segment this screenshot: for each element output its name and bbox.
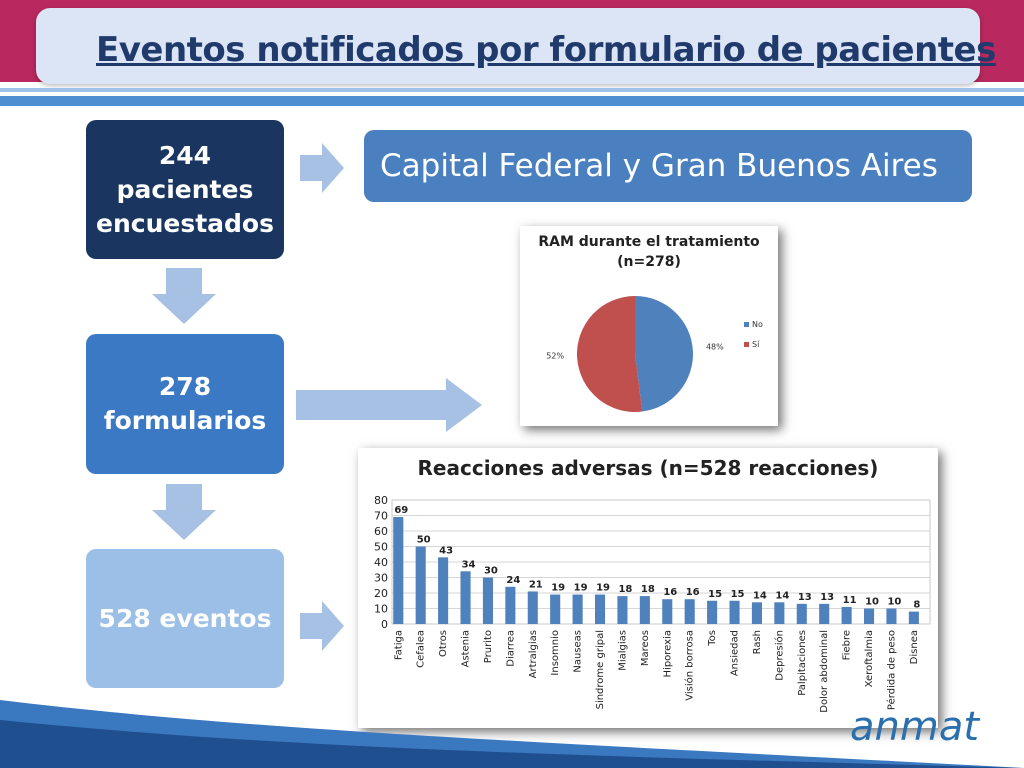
x-tick-label: Ansiedad (729, 630, 741, 677)
bar (819, 604, 829, 624)
bar (752, 602, 762, 624)
bar (528, 591, 538, 624)
bar (886, 609, 896, 625)
bar (550, 595, 560, 624)
box-patients (86, 120, 284, 259)
y-tick-label: 80 (374, 494, 388, 507)
x-tick-label: Artralgias (527, 630, 539, 679)
pie-slice-1 (577, 296, 642, 412)
anmat-logo: anmat (850, 704, 980, 750)
page-title: Eventos notificados por formulario de pacientes (96, 30, 996, 70)
bar-chart (358, 448, 938, 728)
bar-value-label: 18 (640, 584, 655, 596)
x-tick-label: Palpitaciones (796, 630, 808, 696)
x-tick-label: Sindrome gripal (595, 630, 607, 710)
box-patients-label: 244 pacientes encuestados (96, 140, 274, 238)
title-box (36, 8, 996, 84)
x-tick-label: Dolor abdominal (819, 630, 831, 713)
header-stripe-light (0, 88, 1024, 92)
x-tick-label: Depresión (774, 630, 786, 681)
x-tick-label: Visión borrosa (684, 630, 696, 701)
y-tick-label: 70 (374, 509, 388, 523)
x-tick-label: Nauseas (572, 630, 584, 673)
arrow-right-icon (300, 601, 344, 651)
bar-value-label: 34 (461, 559, 476, 571)
bar (797, 604, 807, 624)
bar-value-label: 14 (752, 590, 767, 602)
pie-legend-swatch (744, 322, 749, 327)
bar-value-label: 10 (887, 596, 902, 608)
x-tick-label: Otros (438, 630, 450, 658)
bar (393, 517, 403, 624)
y-tick-label: 0 (381, 618, 388, 631)
bar-value-label: 15 (708, 588, 723, 600)
bar-value-label: 50 (416, 534, 431, 546)
bar (707, 601, 717, 624)
x-tick-label: Insomnio (550, 630, 562, 676)
bar (483, 578, 493, 625)
bar (640, 596, 650, 624)
x-tick-label: Rash (751, 630, 763, 655)
bar (662, 599, 672, 624)
bar (438, 557, 448, 624)
box-forms-label: 278 formularios (103, 372, 267, 435)
box-forms (86, 334, 284, 474)
y-tick-label: 50 (374, 540, 388, 554)
x-tick-label: Xeroftalmia (864, 630, 876, 688)
box-events-label: 528 eventos (98, 603, 272, 633)
arrow-down-icon (152, 484, 216, 540)
bar-value-label: 16 (685, 587, 700, 599)
y-tick-label: 30 (374, 571, 388, 585)
bar-value-label: 10 (865, 596, 879, 608)
bar-value-label: 11 (842, 594, 857, 606)
region-callout: Capital Federal y Gran Buenos Aires (364, 130, 972, 202)
pie-slice-0 (635, 296, 693, 412)
bar (416, 547, 426, 625)
bar (595, 595, 605, 624)
x-tick-label: Disnea (908, 630, 920, 665)
x-tick-label: Cefalea (415, 630, 427, 668)
bar-value-label: 21 (528, 579, 543, 591)
bar-value-label: 69 (394, 505, 409, 517)
pie-legend-label: Sí (752, 340, 760, 349)
pie-chart-panel (520, 226, 778, 426)
pie-legend-label: No (752, 320, 763, 329)
pie-chart-subtitle: (n=278) (617, 254, 681, 270)
bar-value-label: 8 (913, 599, 921, 611)
x-tick-label: Fatiga (393, 630, 405, 661)
bar-value-label: 13 (820, 591, 835, 603)
bar-chart-title: Reacciones adversas (n=528 reacciones) (417, 456, 879, 480)
box-events (86, 549, 284, 688)
x-tick-label: Pérdida de peso (886, 630, 898, 711)
x-tick-label: Prurito (482, 630, 494, 664)
x-tick-label: Diarrea (505, 630, 517, 667)
bar (729, 601, 739, 624)
x-tick-label: Hiporexia (662, 630, 674, 678)
bar-value-label: 43 (439, 545, 454, 557)
pie-legend-swatch (744, 342, 749, 347)
bar-value-label: 30 (483, 565, 498, 577)
bar (617, 596, 627, 624)
bar-value-label: 19 (573, 582, 588, 594)
bar-value-label: 19 (596, 582, 610, 594)
bar-value-label: 19 (551, 582, 566, 594)
bar-value-label: 14 (775, 590, 790, 602)
arrow-right-long-icon (296, 378, 482, 432)
x-tick-label: Tos (707, 630, 719, 646)
y-tick-label: 60 (374, 525, 388, 538)
bar (460, 571, 470, 624)
bar (909, 612, 919, 624)
bar-value-label: 15 (730, 588, 745, 600)
pie-value-label: 48% (705, 342, 724, 352)
bar (864, 609, 874, 625)
bar-value-label: 16 (663, 587, 678, 599)
bar-value-label: 13 (797, 591, 812, 603)
pie-value-label: 52% (546, 351, 565, 361)
bar (573, 595, 583, 624)
y-tick-label: 10 (374, 602, 388, 616)
x-tick-label: Astenia (460, 630, 472, 668)
pie-chart (520, 226, 778, 426)
bar (774, 602, 784, 624)
y-tick-label: 20 (374, 587, 388, 600)
bar (842, 607, 852, 624)
x-tick-label: Mareos (639, 630, 651, 667)
y-tick-label: 40 (374, 556, 388, 569)
x-tick-label: Fiebre (841, 630, 853, 661)
bar-value-label: 18 (618, 584, 633, 596)
bar-value-label: 24 (506, 574, 521, 586)
pie-chart-title-line: RAM durante el tratamiento (538, 234, 760, 250)
header-stripe (0, 96, 1024, 106)
arrow-down-icon (152, 268, 216, 324)
arrow-right-icon (300, 143, 344, 193)
x-tick-label: Mialgias (617, 630, 629, 671)
bar (505, 587, 515, 624)
bar (685, 599, 695, 624)
bar-chart-panel (358, 448, 938, 728)
